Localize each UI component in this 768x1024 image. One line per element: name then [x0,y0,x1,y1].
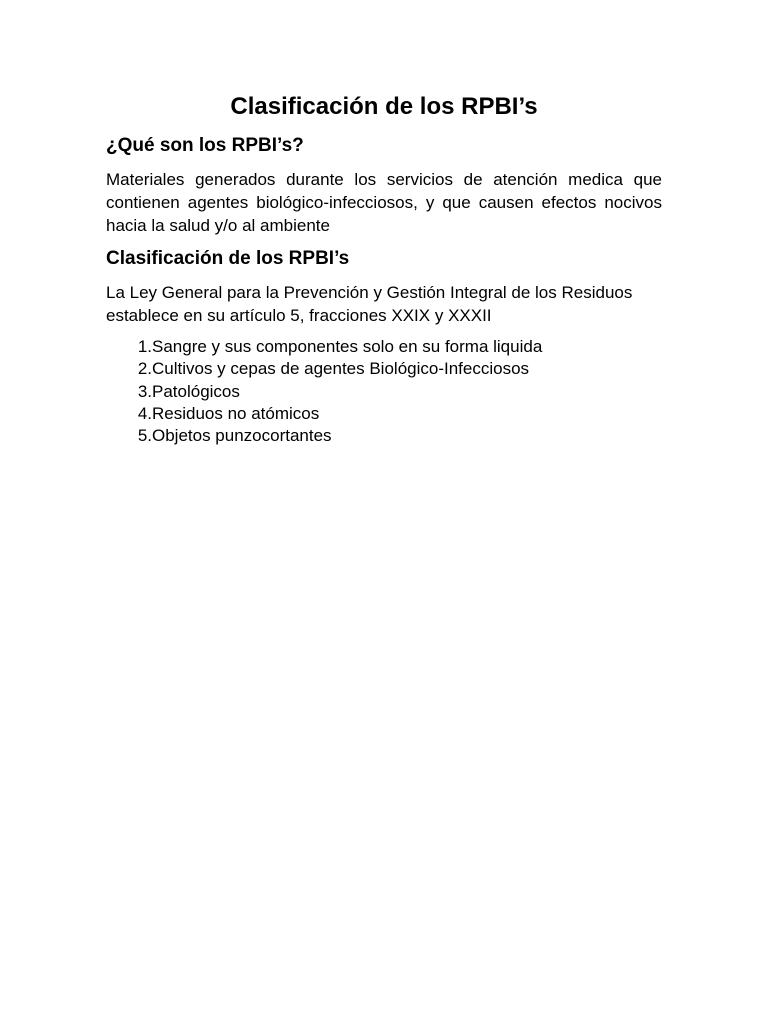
list-item [106,425,662,447]
list-item-text: Sangre y sus componentes solo en su forma liquida [152,337,543,356]
definition-paragraph: Materiales generados durante los servicios de atención medica que contienen agentes biológico-infecciosos, y que causen efectos nocivos hacia la salud y/o al ambiente [106,170,662,235]
list-item-text: Patológicos [152,381,240,401]
list-item [106,403,662,425]
document-page [106,92,662,447]
list-item-number: 1. [137,337,152,356]
classification-list [106,336,662,447]
document-title: Clasificación de los RPBI’s [230,93,538,120]
list-item-number: 4. [137,403,152,423]
list-item [106,358,662,380]
list-item-number: 5. [137,426,152,446]
classification-paragraph: La Ley General para la Prevención y Gestión Integral de los Residuos establece en su artículo 5, fracciones XXIX y XXXII [106,283,633,325]
list-item-number: 2. [137,359,152,379]
section-heading-classification: Clasificación de los RPBI’s [106,248,350,269]
section-heading-definition: ¿Qué son los RPBI’s? [106,135,304,156]
list-item [106,381,662,403]
list-item-text: Cultivos y cepas de agentes Biológico-Infecciosos [152,359,530,379]
list-item-text: Objetos punzocortantes [152,426,332,446]
list-item-number: 3. [137,381,152,401]
list-item-text: Residuos no atómicos [152,403,320,423]
list-item [106,336,662,358]
